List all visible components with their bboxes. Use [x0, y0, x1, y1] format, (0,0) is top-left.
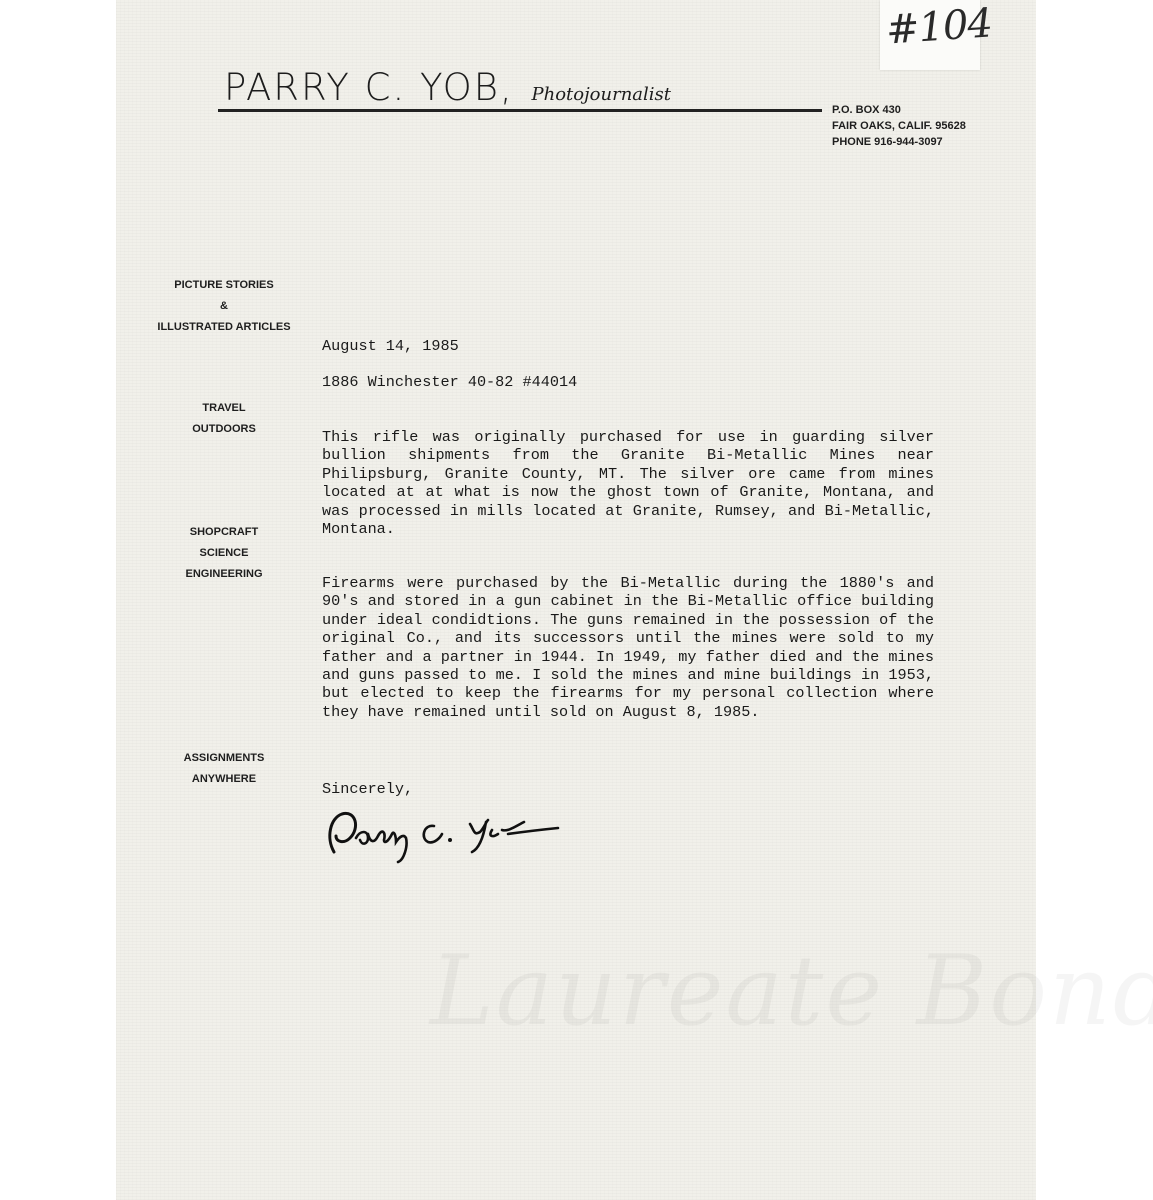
sidebar-item: ASSIGNMENTS: [183, 752, 265, 764]
letterhead-rule: [218, 109, 822, 112]
sidebar-item: ENGINEERING: [185, 568, 263, 580]
sidebar-item: TRAVEL: [202, 402, 246, 414]
sidebar-item: &: [220, 300, 228, 312]
sidebar-group-shopcraft: [140, 522, 308, 585]
catalog-tag-number: #104: [884, 0, 994, 54]
sidebar-item: SHOPCRAFT: [189, 526, 259, 538]
address-line: P.O. BOX 430: [832, 104, 901, 116]
letter-subject: 1886 Winchester 40-82 #44014: [322, 373, 578, 391]
letterhead-name-text: PARRY C. YOB,: [224, 66, 514, 109]
letter-paragraph-1: This rifle was originally purchased for use in guarding silver bullion shipments from the Granite Bi-Metallic Mines near Philipsburg, Granite County, MT. The silver ore came from mines located at at what is now the ghost town of Granite, Montana, and was processed in mills located at Granite, Rumsey, and Bi-Metallic, Montana.: [322, 428, 934, 539]
letterhead-name: [224, 66, 671, 109]
sidebar-item: OUTDOORS: [192, 423, 256, 435]
address-line: PHONE 916-944-3097: [832, 136, 943, 148]
sidebar-group-travel: [140, 398, 308, 440]
handwritten-signature: [312, 790, 572, 870]
sidebar-group-picture-stories: [140, 275, 308, 338]
sidebar-group-assignments: [140, 748, 308, 790]
letterhead-address: [832, 102, 966, 150]
sidebar-item: ILLUSTRATED ARTICLES: [157, 321, 291, 333]
letterhead-role: Photojournalist: [531, 84, 672, 105]
letter-closing: Sincerely,: [322, 780, 414, 798]
letter-date: August 14, 1985: [322, 337, 459, 355]
letter-paragraph-2: Firearms were purchased by the Bi-Metallic during the 1880's and 90's and stored in a gun cabinet in the Bi-Metallic office building under ideal condidtions. The guns remained in the possession of the original Co., and its successors until the mines were sold to my father and a partner in 1944. In 1949, my father died and the mines and guns passed to me. I sold the mines and mine buildings in 1953, but elected to keep the firearms for my personal collection where they have remained until sold on August 8, 1985.: [322, 574, 934, 721]
paper-watermark: [430, 935, 1153, 1047]
sidebar-item: PICTURE STORIES: [174, 279, 274, 291]
sidebar-item: SCIENCE: [199, 547, 249, 559]
sidebar-item: ANYWHERE: [191, 773, 257, 785]
address-line: FAIR OAKS, CALIF. 95628: [832, 120, 966, 132]
